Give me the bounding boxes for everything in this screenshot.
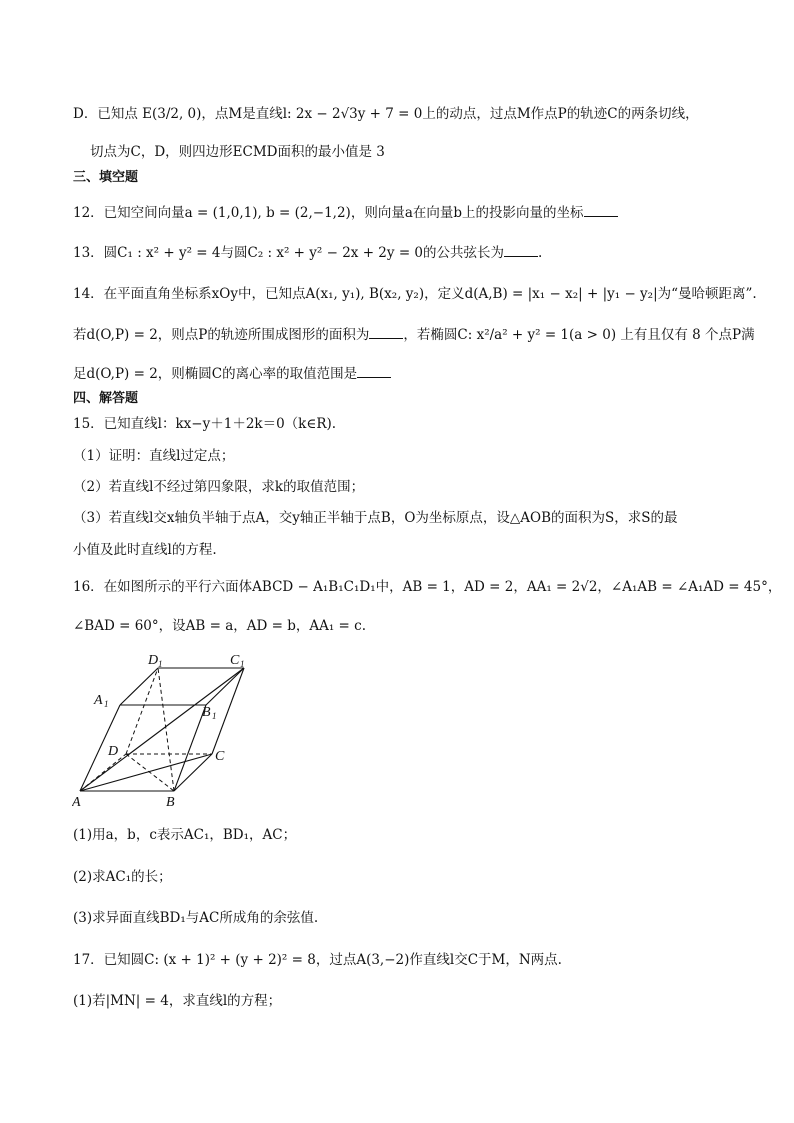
section-3-title: 三、填空题 xyxy=(73,170,139,185)
hidden-edge-ad xyxy=(80,754,126,791)
diagonal-ac1 xyxy=(80,668,244,791)
question-16-part-1 xyxy=(73,825,734,845)
question-15-part-3-text-b: 小值及此时直线l的方程. xyxy=(73,542,217,558)
question-15-part-3b xyxy=(73,540,734,560)
diagonal-ac xyxy=(80,754,212,791)
label-c1: C xyxy=(230,653,240,668)
label-a: A xyxy=(72,795,81,810)
option-d-text-1: D．已知点 E(3/2, 0)，点M是直线l: 2x − 2√3y + 7 = 0上的动点，过点M作点P的轨迹C的两条切线， xyxy=(73,106,699,122)
question-16-line-1 xyxy=(73,577,782,597)
question-16-text-2: ∠BAD = 60°，设AB = a，AD = b，AA₁ = c. xyxy=(73,618,367,634)
question-15-part-1-text: （1）证明：直线l过定点； xyxy=(73,448,235,464)
label-d: D xyxy=(108,744,119,759)
question-16-part-3-text: (3)求异面直线BD₁与AC所成角的余弦值. xyxy=(73,910,319,926)
question-15-part-1 xyxy=(73,446,734,466)
question-16-part-3 xyxy=(73,908,734,928)
label-c: C xyxy=(215,749,225,764)
question-16-line-2 xyxy=(73,616,734,636)
section-4-title: 四、解答题 xyxy=(73,391,139,406)
label-b1-sub: 1 xyxy=(212,711,217,721)
question-12 xyxy=(73,203,734,223)
hidden-diagonal-db xyxy=(126,754,174,791)
option-d-line-2 xyxy=(90,142,734,162)
label-d1-sub: 1 xyxy=(158,659,163,669)
label-d1: D xyxy=(148,653,159,668)
question-15-part-2-text: （2）若直线l不经过第四象限，求k的取值范围； xyxy=(73,479,365,495)
answer-blank xyxy=(504,244,538,257)
option-d-text-2: 切点为C，D，则四边形ECMD面积的最小值是 3 xyxy=(90,144,385,160)
question-15-text: 15．已知直线l：kx−y＋1＋2k＝0（k∈R). xyxy=(73,416,337,432)
question-17-text: 17．已知圆C: (x + 1)² + (y + 2)² = 8，过点A(3,−2)作直线l交C于M，N两点. xyxy=(73,952,562,968)
question-17-part-1-text: (1)若|MN| = 4，求直线l的方程； xyxy=(73,993,282,1009)
question-15-part-3-text-a: （3）若直线l交x轴负半轴于点A，交y轴正半轴于点B，O为坐标原点，设△AOB的面积为S，求S的最 xyxy=(73,510,678,526)
question-16-part-2-text: (2)求AC₁的长； xyxy=(73,869,172,885)
parallelepiped-figure xyxy=(72,648,262,813)
hidden-diagonal-bd1 xyxy=(158,668,174,791)
question-17 xyxy=(73,950,734,970)
question-14-text-2: 若d(O,P) = 2，则点P的轨迹所围成图形的面积为 xyxy=(73,327,370,343)
label-c1-sub: 1 xyxy=(240,659,245,669)
label-b: B xyxy=(166,795,175,810)
question-15 xyxy=(73,414,734,434)
question-12-text: 12．已知空间向量a = (1,0,1), b = (2,−1,2)，则向量a在向量b上的投影向量的坐标 xyxy=(73,205,584,221)
question-15-part-2 xyxy=(73,477,734,497)
option-d-line-1 xyxy=(73,104,734,124)
answer-blank xyxy=(357,365,391,378)
question-14-line-1 xyxy=(73,284,757,304)
question-13-text: 13．圆C₁ : x² + y² = 4与圆C₂ : x² + y² − 2x + 2y = 0的公共弦长为 xyxy=(73,245,505,261)
edge-a1d1 xyxy=(120,668,158,705)
question-17-part-1 xyxy=(73,991,734,1011)
answer-blank xyxy=(369,326,403,339)
question-14-text-3: 足d(O,P) = 2，则椭圆C的离心率的取值范围是 xyxy=(73,366,358,382)
section-answer-heading xyxy=(73,389,734,409)
question-16-part-2 xyxy=(73,867,734,887)
hidden-edge-dd1 xyxy=(126,668,158,754)
answer-blank xyxy=(584,204,618,217)
question-16-text-1: 16．在如图所示的平行六面体ABCD − A₁B₁C₁D₁中，AB = 1，AD = 2，AA₁ = 2√2，∠A₁AB = ∠A₁AD = 45°， xyxy=(73,579,782,595)
question-14-text-2b: ，若椭圆C: x²/a² + y² = 1(a > 0) 上有且仅有 8 个点P满 xyxy=(403,327,755,343)
label-a1: A xyxy=(94,693,103,708)
question-14-line-3 xyxy=(73,364,734,384)
question-15-part-3a xyxy=(73,508,734,528)
label-a1-sub: 1 xyxy=(104,699,109,709)
edge-cc1 xyxy=(212,668,244,754)
question-14-text-1: 14．在平面直角坐标系xOy中，已知点A(x₁, y₁), B(x₂, y₂)，定义d(A,B) = |x₁ − x₂| + |y₁ − y₂|为“曼哈顿距离”. xyxy=(73,286,757,302)
question-13: 13．圆C₁ : x² + y² = 4与圆C₂ : x² + y² − 2x + 2y = 0的公共弦长为 . xyxy=(73,245,543,261)
section-fill-blank-heading xyxy=(73,168,734,188)
question-14-line-2 xyxy=(73,325,755,345)
question-16-part-1-text: (1)用a，b，c表示AC₁，BD₁，AC； xyxy=(73,827,297,843)
edge-b1c1 xyxy=(206,668,244,705)
label-b1: B xyxy=(202,705,211,720)
